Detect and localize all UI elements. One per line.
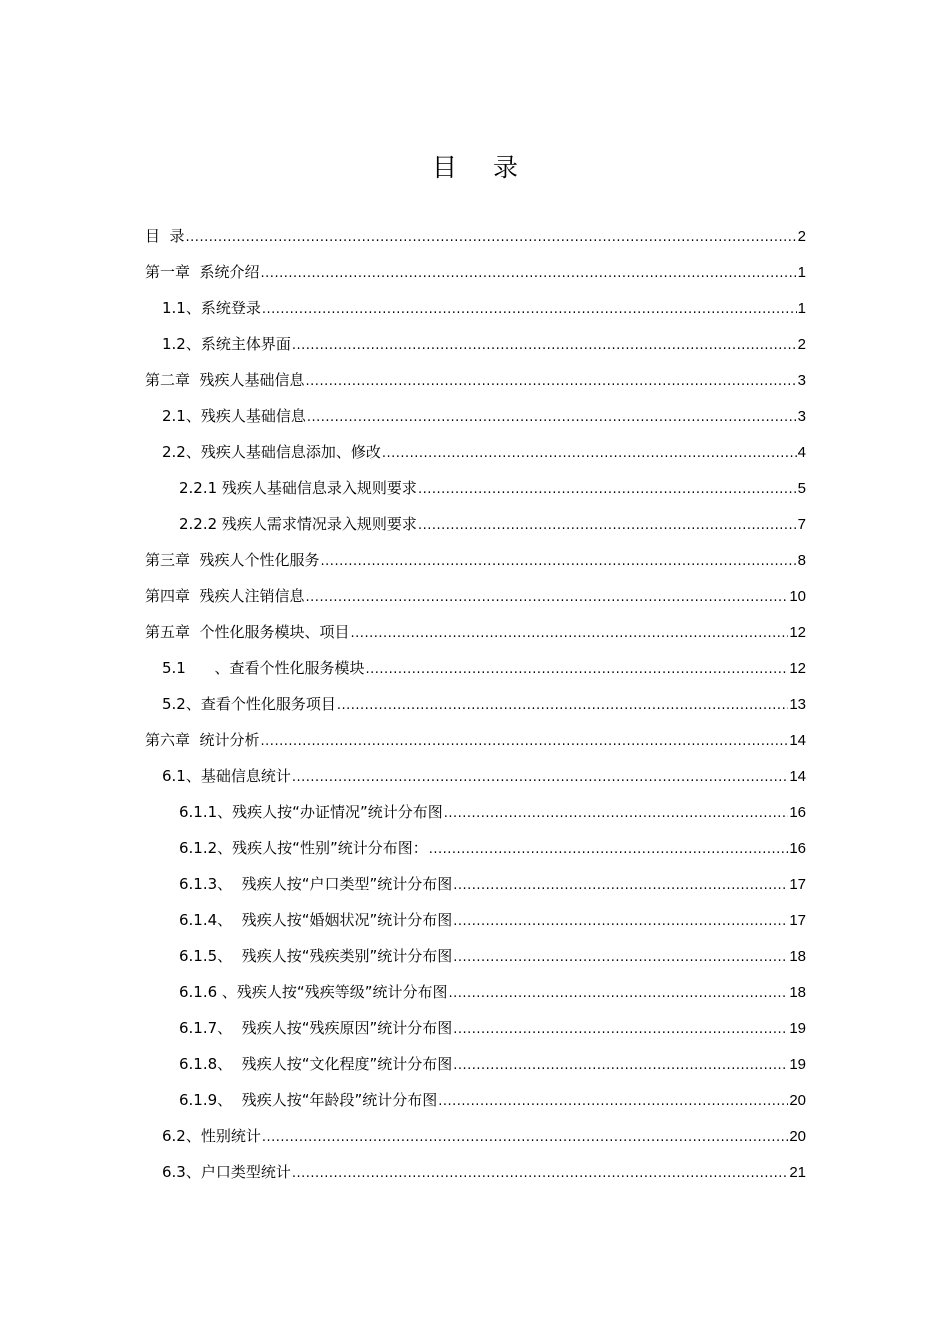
toc-entry[interactable]	[145, 1046, 806, 1082]
toc-entry-title: 第四章 残疾人注销信息	[145, 587, 305, 605]
toc-entry-title: 第三章 残疾人个性化服务	[145, 551, 320, 569]
toc-entry[interactable]	[145, 974, 806, 1010]
toc-entry[interactable]	[145, 362, 806, 398]
toc-entry-title: 6.1.5、 残疾人按“残疾类别”统计分布图	[179, 947, 453, 965]
toc-entry-title: 6.1.2、残疾人按“性别”统计分布图：	[179, 839, 428, 857]
toc-entry[interactable]	[145, 398, 806, 434]
toc-entry[interactable]	[145, 470, 806, 506]
toc-entry-page-number: 21	[789, 1164, 806, 1181]
toc-entry[interactable]	[145, 686, 806, 722]
toc-dot-leader	[261, 256, 797, 292]
toc-entry-page-number: 4	[797, 444, 806, 461]
toc-entry-title: 6.2、性别统计	[162, 1127, 261, 1145]
toc-dot-leader	[453, 1012, 788, 1048]
toc-entry[interactable]	[145, 650, 806, 686]
toc-entry[interactable]	[145, 1154, 806, 1190]
toc-entry-title: 6.1.7、 残疾人按“残疾原因”统计分布图	[179, 1019, 453, 1037]
toc-entry[interactable]	[145, 542, 806, 578]
toc-entry-title: 6.1.1、残疾人按“办证情况”统计分布图	[179, 803, 443, 821]
toc-entry-page-number: 1	[797, 300, 806, 317]
toc-entry-page-number: 18	[789, 948, 806, 965]
toc-entry[interactable]	[145, 866, 806, 902]
toc-entry-page-number: 3	[797, 372, 806, 389]
toc-entry-title: 5.1 、查看个性化服务模块	[162, 659, 365, 677]
toc-entry-title: 6.1.9、 残疾人按“年龄段”统计分布图	[179, 1091, 438, 1109]
toc-entry-page-number: 2	[797, 336, 806, 353]
toc-entry-page-number: 1	[797, 264, 806, 281]
toc-entry-title: 第六章 统计分析	[145, 731, 260, 749]
toc-dot-leader	[306, 364, 797, 400]
toc-entry-page-number: 20	[789, 1128, 806, 1145]
toc-entry[interactable]	[145, 254, 806, 290]
toc-dot-leader	[262, 1120, 788, 1156]
toc-dot-leader	[292, 328, 797, 364]
toc-dot-leader	[448, 976, 788, 1012]
toc-entry-title: 目 录	[145, 227, 185, 245]
toc-entry-page-number: 3	[797, 408, 806, 425]
toc-entry[interactable]	[145, 758, 806, 794]
toc-entry[interactable]	[145, 722, 806, 758]
toc-entry-page-number: 2	[797, 228, 806, 245]
toc-entry-title: 6.1.8、 残疾人按“文化程度”统计分布图	[179, 1055, 453, 1073]
toc-entry-page-number: 14	[789, 732, 806, 749]
toc-dot-leader	[382, 436, 797, 472]
toc-entry[interactable]	[145, 578, 806, 614]
toc-dot-leader	[292, 1156, 788, 1192]
toc-dot-leader	[453, 940, 788, 976]
table-of-contents	[145, 218, 806, 1190]
toc-entry-page-number: 5	[797, 480, 806, 497]
toc-entry[interactable]	[145, 1082, 806, 1118]
toc-dot-leader	[321, 544, 797, 580]
toc-dot-leader	[453, 1048, 788, 1084]
toc-entry-title: 5.2、查看个性化服务项目	[162, 695, 336, 713]
toc-entry-page-number: 20	[789, 1092, 806, 1109]
toc-entry-title: 6.1、基础信息统计	[162, 767, 291, 785]
toc-entry-page-number: 7	[797, 516, 806, 533]
toc-entry[interactable]	[145, 830, 806, 866]
toc-entry[interactable]	[145, 434, 806, 470]
toc-entry-page-number: 13	[789, 696, 806, 713]
toc-dot-leader	[186, 220, 797, 256]
toc-dot-leader	[306, 580, 789, 616]
toc-entry-page-number: 17	[789, 876, 806, 893]
toc-entry-title: 2.2、残疾人基础信息添加、修改	[162, 443, 381, 461]
toc-entry-page-number: 14	[789, 768, 806, 785]
toc-entry-page-number: 12	[789, 660, 806, 677]
toc-dot-leader	[365, 652, 788, 688]
toc-dot-leader	[262, 292, 797, 328]
toc-dot-leader	[292, 760, 788, 796]
toc-entry-page-number: 12	[789, 624, 806, 641]
toc-entry-page-number: 16	[789, 840, 806, 857]
toc-entry-page-number: 18	[789, 984, 806, 1001]
toc-dot-leader	[307, 400, 797, 436]
toc-entry[interactable]	[145, 1118, 806, 1154]
page-title: 目 录	[432, 153, 532, 182]
toc-entry[interactable]	[145, 902, 806, 938]
toc-entry[interactable]	[145, 218, 806, 254]
toc-entry[interactable]	[145, 290, 806, 326]
toc-dot-leader	[418, 472, 797, 508]
toc-entry-title: 第二章 残疾人基础信息	[145, 371, 305, 389]
toc-entry-page-number: 10	[789, 588, 806, 605]
toc-entry-title: 6.1.3、 残疾人按“户口类型”统计分布图	[179, 875, 453, 893]
toc-entry-page-number: 19	[789, 1056, 806, 1073]
toc-entry-title: 第五章 个性化服务模块、项目	[145, 623, 350, 641]
toc-dot-leader	[429, 832, 789, 868]
toc-dot-leader	[418, 508, 797, 544]
toc-entry-title: 第一章 系统介绍	[145, 263, 260, 281]
toc-entry[interactable]	[145, 1010, 806, 1046]
toc-entry[interactable]	[145, 794, 806, 830]
toc-dot-leader	[337, 688, 788, 724]
toc-entry-page-number: 19	[789, 1020, 806, 1037]
toc-entry-title: 2.2.1 残疾人基础信息录入规则要求	[179, 479, 417, 497]
toc-entry-title: 2.2.2 残疾人需求情况录入规则要求	[179, 515, 417, 533]
toc-dot-leader	[261, 724, 789, 760]
toc-dot-leader	[351, 616, 789, 652]
toc-entry[interactable]	[145, 614, 806, 650]
toc-dot-leader	[438, 1084, 788, 1120]
toc-entry-page-number: 17	[789, 912, 806, 929]
toc-entry-title: 1.1、系统登录	[162, 299, 261, 317]
toc-entry-title: 6.3、户口类型统计	[162, 1163, 291, 1181]
toc-entry-title: 1.2、系统主体界面	[162, 335, 291, 353]
toc-entry[interactable]	[145, 506, 806, 542]
toc-dot-leader	[453, 904, 788, 940]
toc-entry-title: 6.1.6 、残疾人按“残疾等级”统计分布图	[179, 983, 448, 1001]
toc-dot-leader	[453, 868, 788, 904]
toc-dot-leader	[444, 796, 789, 832]
toc-entry[interactable]	[145, 938, 806, 974]
toc-entry-page-number: 8	[797, 552, 806, 569]
toc-entry-title: 6.1.4、 残疾人按“婚姻状况”统计分布图	[179, 911, 453, 929]
toc-entry-page-number: 16	[789, 804, 806, 821]
toc-entry[interactable]	[145, 326, 806, 362]
toc-entry-title: 2.1、残疾人基础信息	[162, 407, 306, 425]
